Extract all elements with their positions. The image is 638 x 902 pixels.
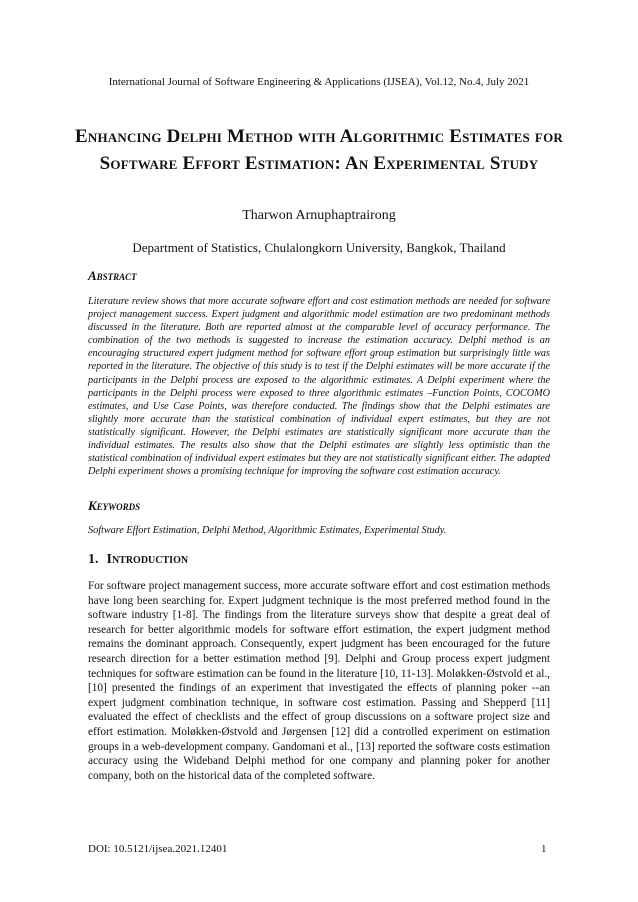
keywords-heading: Keywords — [88, 498, 141, 513]
abstract-heading: Abstract — [88, 268, 137, 283]
section-number: 1. — [88, 552, 99, 567]
author-affiliation: Department of Statistics, Chulalongkorn University, Bangkok, Thailand — [132, 240, 506, 255]
page-number: 1 — [541, 843, 547, 855]
section-title: Introduction — [106, 552, 189, 567]
keywords-text: Software Effort Estimation, Delphi Method, Algorithmic Estimates, Experimental Study. — [88, 525, 447, 536]
doi-footer: DOI: 10.5121/ijsea.2021.12401 — [88, 843, 228, 855]
paper-title: Enhancing Delphi Method with Algorithmic Estimates for Software Effort Estimation: An Experimental Study — [75, 126, 563, 174]
introduction-heading — [88, 552, 188, 568]
author-name: Tharwon Arnuphaptrairong — [242, 208, 396, 223]
abstract-text: Literature review shows that more accurate software effort and cost estimation methods are needed for software project management success. Expert judgment and algorithmic model estimation are two predominant methods discussed in the literature. Both are reported almost at the comparable level of accuracy performance. The combination of the two methods is suggested to increase the estimation accuracy. Delphi method is an encouraging structured expert judgment method for software effort group estimation but surprisingly little was reported in the literature. The objective of this study is to test if the Delphi estimates will be more accurate if the participants in the Delphi process are exposed to the algorithmic estimates. A Delphi experiment where the participants in the Delphi process were exposed to three algorithmic estimates –Function Points, COCOMO estimates, and Use Case Points, was therefore conducted. The findings show that the Delphi estimates are slightly more accurate than the statistical combination of individual expert estimates, but they are not statistically significant. However, the Delphi estimates are statistically significant more accurate than the individual estimates. The results also show that the Delphi estimates are slightly less optimistic than the statistical combination of individual expert estimates but they are not statistically significant either. The adapted Delphi experiment shows a promising technique for improving the software cost estimation accuracy. — [88, 296, 550, 478]
introduction-text: For software project management success, more accurate software effort and cost estimation methods have long been searching for. Expert judgment technique is the most preferred method found in the software industry [1-8]. The findings from the literature surveys show that despite a great deal of research for better algorithmic models for software effort estimation, the expert judgment method remains the dominant approach. Consequently, expert judgment has been encouraged for the future research direction for a better estimation method [9]. Delphi and Group process expert judgment techniques for software estimation can be found in the literature [10, 11-13]. Moløkken-Østvold et al., [10] presented the findings of an experiment that investigated the effects of planning poker --an expert judgment combination technique, in software cost estimation. Passing and Shepperd [11] evaluated the effect of checklists and the effect of group discussions on a software project size and effort estimation. Moløkken-Østvold and Jørgensen [12] did a controlled experiment on estimation groups in a web-development company. Gandomani et al., [13] reported the software costs estimation accuracy using the Wideband Delphi method for one company and planning poker for another company, both on the historical data of the completed software. — [88, 580, 550, 782]
running-head: International Journal of Software Engineering & Applications (IJSEA), Vol.12, No.4, July 2021 — [108, 76, 530, 88]
